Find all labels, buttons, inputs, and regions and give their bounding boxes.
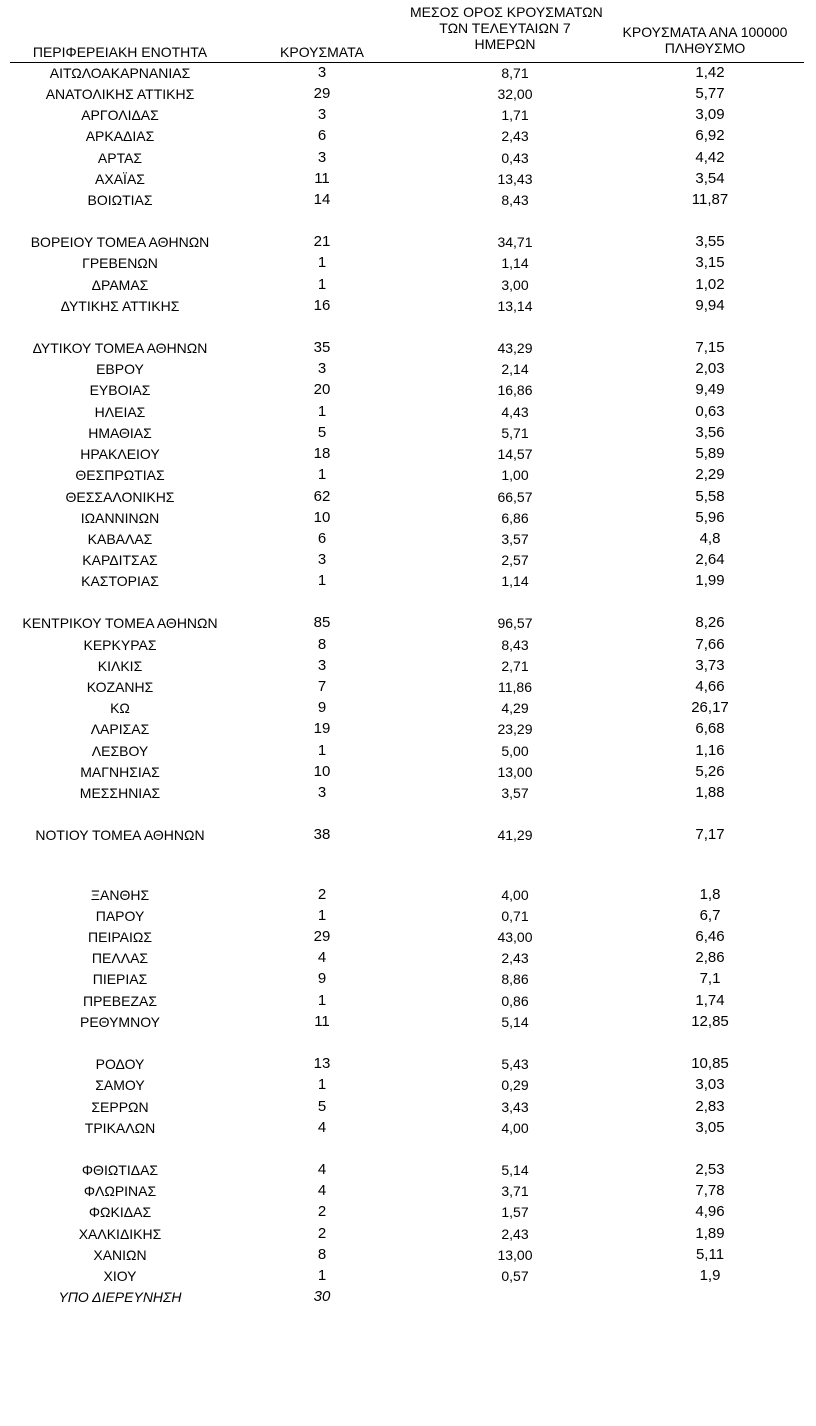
column-header-cases-per-100k-line-1: ΚΡΟΥΣΜΑΤΑ ΑΝΑ 100000 [622, 24, 788, 40]
per-100k-cell: 8,26 [695, 614, 725, 631]
per-100k-cell: 3,73 [695, 657, 725, 674]
per-100k-cell: 7,66 [695, 636, 725, 653]
column-header-7day-average-line-1: ΜΕΣΟΣ ΟΡΟΣ ΚΡΟΥΣΜΑΤΩΝ [410, 4, 603, 20]
per-100k-cell: 7,15 [695, 339, 725, 356]
avg-cell: 0,29 [501, 1077, 529, 1093]
cases-cell: 11 [314, 170, 330, 187]
avg-cell: 14,57 [497, 446, 533, 462]
cases-cell: 4 [317, 1182, 327, 1199]
per-100k-cell: 2,29 [695, 466, 725, 483]
cases-cell: 3 [317, 106, 327, 123]
region-cell: ΠΙΕΡΙΑΣ [92, 971, 148, 987]
cases-cell: 3 [317, 784, 327, 801]
per-100k-cell: 5,89 [695, 445, 725, 462]
avg-cell: 3,43 [501, 1099, 529, 1115]
avg-cell: 8,43 [501, 637, 529, 653]
avg-cell: 4,29 [501, 700, 529, 716]
cases-cell: 1 [317, 466, 327, 483]
avg-cell: 23,29 [497, 721, 533, 737]
per-100k-cell: 1,02 [695, 276, 725, 293]
cases-cell: 85 [313, 614, 331, 631]
region-cell: ΔΡΑΜΑΣ [91, 277, 149, 293]
per-100k-cell: 1,16 [695, 742, 725, 759]
per-100k-cell: 4,96 [695, 1203, 725, 1220]
region-cell: ΔΥΤΙΚΗΣ ΑΤΤΙΚΗΣ [60, 298, 180, 314]
per-100k-cell: 3,15 [695, 254, 725, 271]
cases-cell: 1 [317, 254, 327, 271]
cases-cell: 9 [317, 970, 327, 987]
cases-cell: 3 [317, 360, 327, 377]
cases-cell: 5 [317, 424, 327, 441]
region-cell: ΚΑΒΑΛΑΣ [87, 531, 153, 547]
region-cell: ΝΟΤΙΟΥ ΤΟΜΕΑ ΑΘΗΝΩΝ [35, 827, 205, 843]
avg-cell: 0,57 [501, 1268, 529, 1284]
region-cell: ΑΡΚΑΔΙΑΣ [85, 128, 155, 144]
avg-cell: 3,00 [501, 277, 529, 293]
avg-cell [420, 1287, 610, 1307]
avg-cell: 1,57 [501, 1204, 529, 1220]
cases-cell: 16 [313, 297, 331, 314]
cases-cell: 4 [317, 1161, 327, 1178]
per-100k-cell: 7,17 [695, 826, 725, 843]
cases-cell: 3 [317, 64, 327, 81]
cases-cell: 1 [317, 572, 327, 589]
region-cell: ΠΕΙΡΑΙΩΣ [88, 929, 152, 945]
cases-cell: 20 [313, 381, 331, 398]
cases-cell: 8 [317, 636, 327, 653]
cases-cell: 8 [317, 1246, 327, 1263]
per-100k-cell: 9,49 [695, 381, 725, 398]
region-cell: ΑΧΑΪΑΣ [95, 171, 145, 187]
avg-cell: 1,00 [501, 467, 529, 483]
per-100k-cell: 4,66 [695, 678, 725, 695]
column-header-region: ΠΕΡΙΦΕΡΕΙΑΚΗ ΕΝΟΤΗΤΑ [32, 44, 208, 60]
per-100k-cell: 5,26 [695, 763, 725, 780]
region-cell: ΦΩΚΙΔΑΣ [88, 1204, 152, 1220]
cases-cell: 19 [313, 720, 331, 737]
avg-cell: 1,71 [501, 107, 529, 123]
region-cell: ΚΕΝΤΡΙΚΟΥ ΤΟΜΕΑ ΑΘΗΝΩΝ [22, 615, 218, 631]
column-header-7day-average-line-3: ΗΜΕΡΩΝ [474, 36, 536, 52]
per-100k-cell: 1,42 [695, 64, 725, 81]
per-100k-cell: 2,03 [695, 360, 725, 377]
avg-cell: 5,14 [501, 1162, 529, 1178]
avg-cell: 6,86 [501, 510, 529, 526]
avg-cell: 43,00 [497, 929, 533, 945]
avg-cell: 0,86 [501, 993, 529, 1009]
cases-cell: 29 [313, 85, 331, 102]
cases-cell: 1 [317, 742, 327, 759]
avg-cell: 4,00 [501, 887, 529, 903]
region-cell: ΣΑΜΟΥ [95, 1077, 145, 1093]
avg-cell: 3,57 [501, 785, 529, 801]
column-header-7day-average [410, 4, 603, 52]
per-100k-cell: 1,8 [699, 886, 721, 903]
per-100k-cell: 2,64 [695, 551, 725, 568]
region-cell: ΕΒΡΟΥ [96, 361, 144, 377]
avg-cell: 8,71 [501, 65, 529, 81]
cases-cell: 10 [313, 763, 331, 780]
per-100k-cell: 1,89 [695, 1225, 725, 1242]
cases-cell: 29 [313, 928, 331, 945]
per-100k-cell [610, 1287, 810, 1307]
avg-cell: 8,43 [501, 192, 529, 208]
avg-cell: 41,29 [497, 827, 533, 843]
region-cell: ΞΑΝΘΗΣ [90, 887, 150, 903]
avg-cell: 3,57 [501, 531, 529, 547]
per-100k-cell: 2,86 [695, 949, 725, 966]
cases-cell: 2 [317, 1225, 327, 1242]
region-cell: ΕΥΒΟΙΑΣ [89, 382, 151, 398]
region-cell: ΚΑΡΔΙΤΣΑΣ [82, 552, 158, 568]
region-cell: ΜΑΓΝΗΣΙΑΣ [80, 764, 160, 780]
avg-cell: 13,14 [497, 298, 533, 314]
region-cell: ΧΙΟΥ [103, 1268, 137, 1284]
per-100k-cell: 3,56 [695, 424, 725, 441]
column-header-7day-average-line-2: ΤΩΝ ΤΕΛΕΥΤΑΙΩΝ 7 [439, 20, 571, 36]
per-100k-cell: 6,7 [699, 907, 721, 924]
per-100k-cell: 3,05 [695, 1119, 725, 1136]
region-cell: ΑΡΤΑΣ [97, 150, 143, 166]
avg-cell: 2,57 [501, 552, 529, 568]
cases-cell: 6 [317, 530, 327, 547]
avg-cell: 5,71 [501, 425, 529, 441]
cases-cell: 62 [313, 488, 331, 505]
avg-cell: 3,71 [501, 1183, 529, 1199]
per-100k-cell: 7,1 [699, 970, 721, 987]
per-100k-cell: 7,78 [695, 1182, 725, 1199]
avg-cell: 13,00 [497, 764, 533, 780]
avg-cell: 11,86 [498, 679, 532, 695]
cases-cell: 35 [313, 339, 331, 356]
avg-cell: 5,43 [501, 1056, 529, 1072]
region-cell: ΒΟΙΩΤΙΑΣ [87, 192, 153, 208]
per-100k-cell: 12,85 [691, 1013, 729, 1030]
cases-cell: 21 [313, 233, 331, 250]
cases-cell: 4 [317, 949, 327, 966]
per-100k-cell: 1,99 [695, 572, 725, 589]
region-cell: ΜΕΣΣΗΝΙΑΣ [79, 785, 161, 801]
avg-cell: 66,57 [497, 489, 533, 505]
per-100k-cell: 11,87 [691, 191, 729, 208]
per-100k-cell: 3,09 [695, 106, 725, 123]
region-cell: ΚΑΣΤΟΡΙΑΣ [81, 573, 159, 589]
region-cell: ΥΠΟ ΔΙΕΡΕΥΝΗΣΗ [58, 1289, 182, 1305]
cases-cell: 1 [317, 1076, 327, 1093]
region-cell: ΑΙΤΩΛΟΑΚΑΡΝΑΝΙΑΣ [49, 65, 191, 81]
per-100k-cell: 6,46 [695, 928, 725, 945]
avg-cell: 34,71 [497, 234, 533, 250]
per-100k-cell: 1,9 [699, 1267, 721, 1284]
cases-cell: 13 [313, 1055, 331, 1072]
cases-cell: 30 [313, 1288, 331, 1305]
region-cell: ΘΕΣΠΡΩΤΙΑΣ [75, 467, 165, 483]
cases-cell: 1 [317, 276, 327, 293]
per-100k-cell: 2,53 [695, 1161, 725, 1178]
per-100k-cell: 4,8 [699, 530, 721, 547]
avg-cell: 32,00 [497, 86, 533, 102]
avg-cell: 2,43 [501, 950, 529, 966]
per-100k-cell: 4,42 [695, 149, 725, 166]
avg-cell: 2,14 [501, 361, 529, 377]
cases-cell: 1 [317, 1267, 327, 1284]
cases-cell: 3 [317, 551, 327, 568]
per-100k-cell: 1,74 [695, 992, 725, 1009]
cases-cell: 7 [317, 678, 327, 695]
per-100k-cell: 2,83 [695, 1098, 725, 1115]
avg-cell: 96,57 [497, 615, 533, 631]
per-100k-cell: 10,85 [691, 1055, 729, 1072]
region-cell: ΧΑΝΙΩΝ [93, 1247, 147, 1263]
cases-cell: 9 [317, 699, 327, 716]
cases-cell: 1 [317, 403, 327, 420]
per-100k-cell: 5,77 [695, 85, 725, 102]
region-cell: ΠΕΛΛΑΣ [91, 950, 149, 966]
region-cell: ΛΕΣΒΟΥ [91, 743, 149, 759]
cases-cell: 2 [317, 886, 327, 903]
region-cell: ΦΘΙΩΤΙΔΑΣ [81, 1162, 159, 1178]
region-cell: ΙΩΑΝΝΙΝΩΝ [80, 510, 160, 526]
avg-cell: 5,14 [501, 1014, 529, 1030]
per-100k-cell: 6,68 [695, 720, 725, 737]
cases-cell: 3 [317, 657, 327, 674]
cases-cell: 1 [317, 907, 327, 924]
region-cell: ΡΕΘΥΜΝΟΥ [79, 1014, 160, 1030]
cases-cell: 6 [317, 127, 327, 144]
cases-cell: 1 [317, 992, 327, 1009]
region-cell: ΔΥΤΙΚΟΥ ΤΟΜΕΑ ΑΘΗΝΩΝ [32, 340, 208, 356]
avg-cell: 43,29 [497, 340, 533, 356]
cases-cell: 2 [317, 1203, 327, 1220]
avg-cell: 0,71 [501, 908, 529, 924]
cases-cell: 5 [317, 1098, 327, 1115]
avg-cell: 1,14 [501, 255, 529, 271]
cases-cell: 11 [314, 1013, 330, 1030]
per-100k-cell: 5,11 [695, 1246, 725, 1263]
region-cell: ΡΟΔΟΥ [95, 1056, 145, 1072]
avg-cell: 13,00 [497, 1247, 533, 1263]
per-100k-cell: 5,58 [695, 488, 725, 505]
avg-cell: 8,86 [501, 971, 529, 987]
region-cell: ΘΕΣΣΑΛΟΝΙΚΗΣ [65, 489, 175, 505]
avg-cell: 4,00 [501, 1120, 529, 1136]
region-cell: ΠΑΡΟΥ [95, 908, 145, 924]
avg-cell: 2,43 [501, 1226, 529, 1242]
region-cell: ΦΛΩΡΙΝΑΣ [83, 1183, 157, 1199]
cases-cell: 14 [313, 191, 331, 208]
avg-cell: 1,14 [501, 573, 529, 589]
region-cell: ΗΡΑΚΛΕΙΟΥ [80, 446, 160, 462]
cases-cell: 3 [317, 149, 327, 166]
region-cell: ΧΑΛΚΙΔΙΚΗΣ [78, 1226, 162, 1242]
column-header-cases-per-100k [605, 24, 805, 56]
per-100k-cell: 5,96 [695, 509, 725, 526]
region-cell: ΗΛΕΙΑΣ [94, 404, 146, 420]
avg-cell: 2,71 [501, 658, 529, 674]
per-100k-cell: 26,17 [691, 699, 729, 716]
region-cell: ΛΑΡΙΣΑΣ [90, 721, 150, 737]
per-100k-cell: 9,94 [695, 297, 725, 314]
region-cell: ΚΩ [110, 700, 130, 716]
per-100k-cell: 3,54 [695, 170, 725, 187]
region-cell: ΒΟΡΕΙΟΥ ΤΟΜΕΑ ΑΘΗΝΩΝ [30, 234, 210, 250]
region-cell: ΓΡΕΒΕΝΩΝ [82, 255, 158, 271]
per-100k-cell: 0,63 [695, 403, 725, 420]
avg-cell: 16,86 [497, 382, 533, 398]
column-header-cases: ΚΡΟΥΣΜΑΤΑ [280, 44, 364, 60]
region-cell: ΚΟΖΑΝΗΣ [86, 679, 154, 695]
cases-cell: 38 [313, 826, 331, 843]
cases-cell: 10 [313, 509, 331, 526]
per-100k-cell: 3,55 [695, 233, 725, 250]
region-cell: ΚΙΛΚΙΣ [97, 658, 143, 674]
region-cell: ΑΝΑΤΟΛΙΚΗΣ ΑΤΤΙΚΗΣ [45, 86, 195, 102]
column-header-cases-per-100k-line-2: ΠΛΗΘΥΣΜΟ [664, 40, 746, 56]
avg-cell: 4,43 [501, 404, 529, 420]
region-cell: ΣΕΡΡΩΝ [91, 1099, 149, 1115]
region-cell: ΤΡΙΚΑΛΩΝ [84, 1120, 156, 1136]
avg-cell: 13,43 [497, 171, 533, 187]
per-100k-cell: 3,03 [695, 1076, 725, 1093]
region-cell: ΑΡΓΟΛΙΔΑΣ [81, 107, 159, 123]
per-100k-cell: 6,92 [695, 127, 725, 144]
per-100k-cell: 1,88 [695, 784, 725, 801]
avg-cell: 0,43 [501, 150, 529, 166]
avg-cell: 2,43 [501, 128, 529, 144]
region-cell: ΚΕΡΚΥΡΑΣ [83, 637, 157, 653]
avg-cell: 5,00 [501, 743, 529, 759]
cases-cell: 18 [313, 445, 331, 462]
cases-cell: 4 [317, 1119, 327, 1136]
region-cell: ΠΡΕΒΕΖΑΣ [82, 993, 157, 1009]
region-cell: ΗΜΑΘΙΑΣ [88, 425, 152, 441]
